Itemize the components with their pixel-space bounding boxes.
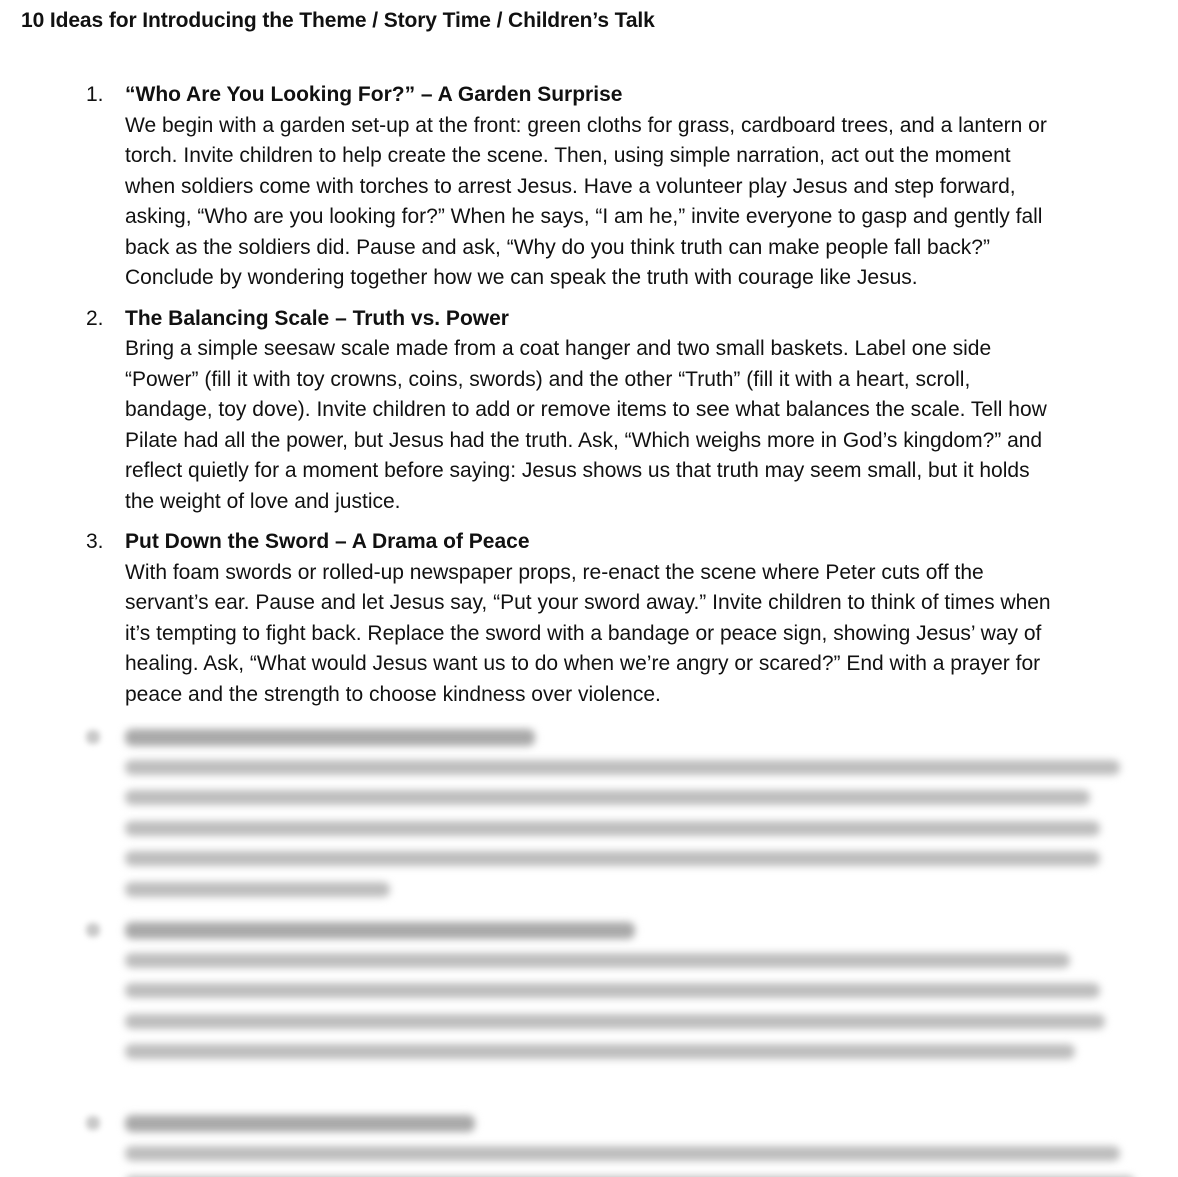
- text-line: torch. Invite children to help create the scene. Then, using simple narration, act out the moment: [125, 144, 1011, 167]
- text-line: it’s tempting to fight back. Replace the sword with a bandage or peace sign, showing Jesus’ way of: [125, 621, 1042, 645]
- idea-item-3: [0, 527, 1178, 710]
- text-line: back as the soldiers did. Pause and ask, “Why do you think truth can make people fall back?”: [125, 235, 990, 259]
- blurred-heading: [125, 922, 635, 939]
- idea-description: [125, 558, 1178, 711]
- blurred-number: [86, 1116, 100, 1130]
- blurred-idea-item: [0, 1108, 1178, 1177]
- text-line: Conclude by wondering together how we can speak the truth with courage like Jesus.: [125, 266, 918, 289]
- text-line: bandage, toy dove). Invite children to add or remove items to see what balances the scale. Tell how: [125, 398, 1047, 421]
- text-line: asking, “Who are you looking for?” When he says, “I am he,” invite everyone to gasp and gently fall: [125, 205, 1043, 228]
- idea-title: Put Down the Sword – A Drama of Peace: [125, 530, 530, 553]
- text-line: We begin with a garden set-up at the front: green cloths for grass, cardboard trees, and a lantern or: [125, 113, 1047, 137]
- blurred-text-line: [125, 1014, 1105, 1029]
- text-line: the weight of love and justice.: [125, 489, 401, 513]
- idea-item-1: [0, 80, 1178, 294]
- blurred-text-line: [125, 760, 1120, 775]
- idea-description: [125, 334, 1178, 517]
- text-line: With foam swords or rolled-up newspaper props, re-enact the scene where Peter cuts off the: [125, 560, 984, 584]
- text-line: reflect quietly for a moment before saying: Jesus shows us that truth may seem small, but it holds: [125, 459, 1030, 482]
- ideas-list: [0, 80, 1178, 720]
- text-line: “Power” (fill it with toy crowns, coins, swords) and the other “Truth” (fill it with a heart, scroll,: [125, 367, 971, 391]
- blurred-text-line: [125, 790, 1090, 805]
- document-title: 10 Ideas for Introducing the Theme / Story Time / Children’s Talk: [21, 9, 655, 32]
- blurred-number: [86, 730, 100, 744]
- idea-title: The Balancing Scale – Truth vs. Power: [125, 306, 509, 330]
- idea-description: [125, 111, 1178, 294]
- idea-title: “Who Are You Looking For?” – A Garden Surprise: [125, 83, 623, 106]
- blurred-text-line: [125, 821, 1100, 836]
- blurred-heading: [125, 729, 535, 746]
- blurred-text-line: [125, 983, 1100, 998]
- blurred-text-line: [125, 851, 1100, 866]
- list-number: 3.: [86, 530, 104, 553]
- blurred-number: [86, 923, 100, 937]
- text-line: healing. Ask, “What would Jesus want us to do when we’re angry or scared?” End with a prayer for: [125, 652, 1041, 675]
- idea-item-2: [0, 304, 1178, 518]
- blurred-text-line: [125, 1044, 1075, 1059]
- text-line: Bring a simple seesaw scale made from a coat hanger and two small baskets. Label one side: [125, 337, 992, 360]
- list-number: 2.: [86, 306, 104, 330]
- blurred-idea-item: [0, 722, 1178, 915]
- blurred-text-line: [125, 882, 390, 897]
- blurred-idea-item: [0, 915, 1178, 1108]
- blurred-preview-content: [0, 722, 1178, 1177]
- list-number: 1.: [86, 83, 104, 106]
- text-line: peace and the strength to choose kindness over violence.: [125, 682, 661, 706]
- text-line: servant’s ear. Pause and let Jesus say, “Put your sword away.” Invite children to think of times when: [125, 591, 1051, 614]
- blurred-text-line: [125, 1146, 1120, 1161]
- text-line: Pilate had all the power, but Jesus had the truth. Ask, “Which weighs more in God’s kingdom?” and: [125, 428, 1043, 452]
- text-line: when soldiers come with torches to arrest Jesus. Have a volunteer play Jesus and step forward,: [125, 174, 1016, 198]
- blurred-text-line: [125, 953, 1070, 968]
- blurred-heading: [125, 1115, 475, 1132]
